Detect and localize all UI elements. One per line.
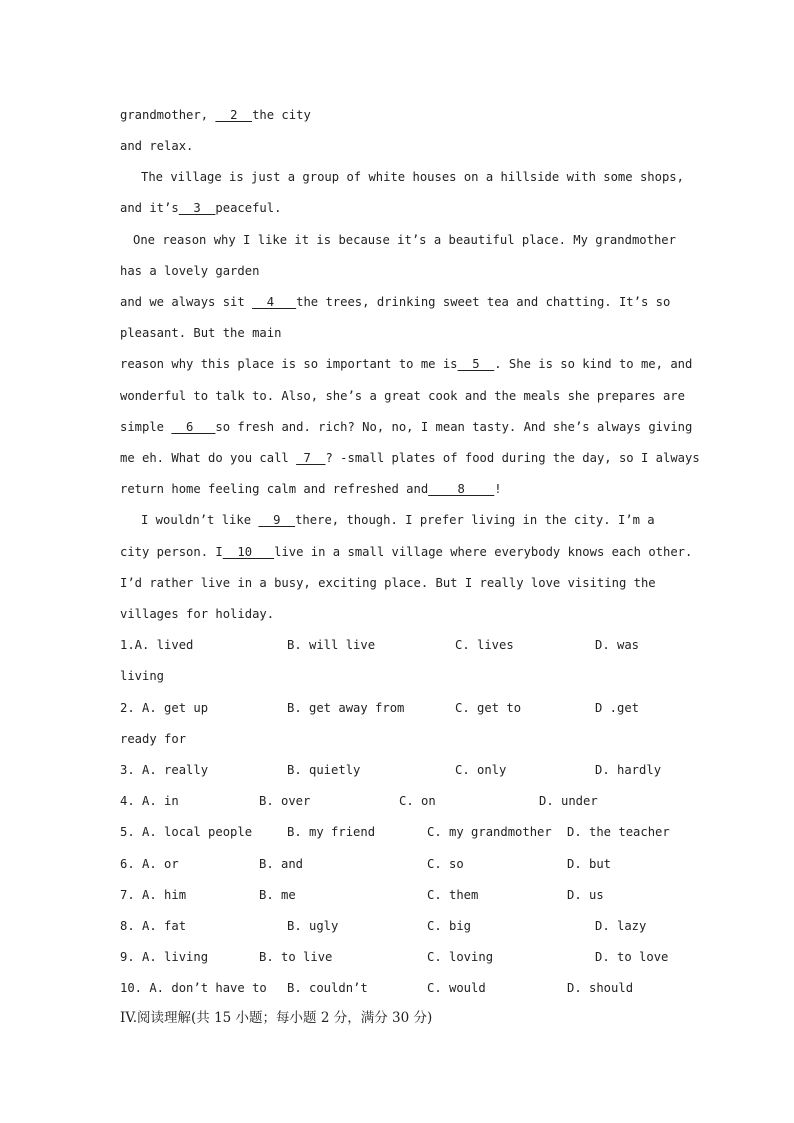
blank-6: 6 (171, 420, 216, 434)
passage-line-7: and we always sit 4 the trees, drinking sweet tea and chatting. It’s so (120, 295, 671, 309)
blank-4: 4 (252, 295, 297, 309)
passage-line-15: city person. I 10 live in a small village where everybody knows each other. (120, 545, 693, 559)
question-4-option-d: D. under (539, 794, 598, 808)
blank-8: 8 (428, 482, 495, 496)
passage-line-2: and relax. (120, 139, 194, 153)
blank-10: 10 (222, 545, 275, 559)
question-1-option-d-wrap: living (120, 669, 165, 683)
question-7-option-a: 7. A. him (120, 888, 187, 902)
passage-line-11: simple 6 so fresh and. rich? No, no, I mean tasty. And she’s always giving (120, 420, 693, 434)
passage-line-8: pleasant. But the main (120, 326, 282, 340)
passage-line-17: villages for holiday. (120, 607, 275, 621)
question-4-option-b: B. over (259, 794, 311, 808)
question-2-option-d: D .get (595, 701, 640, 715)
section-heading: IV.阅读理解(共 15 小题；每小题 2 分，满分 30 分) (120, 1010, 433, 1026)
passage-line-4: and it’s 3 peaceful. (120, 201, 282, 215)
question-2-option-d-wrap: ready for (120, 732, 187, 746)
question-10-option-b: B. couldn’t (287, 981, 368, 995)
passage-line-14: I wouldn’t like 9 there, though. I prefer living in the city. I’m a (141, 513, 655, 527)
blank-5: 5 (457, 357, 495, 371)
blank-2: 2 (215, 108, 253, 122)
question-3-option-a: 3. A. really (120, 763, 209, 777)
passage-line-16: I’d rather live in a busy, exciting place. But I really love visiting the (120, 576, 656, 590)
question-6-option-a: 6. A. or (120, 857, 179, 871)
question-1-option-b: B. will live (287, 638, 376, 652)
question-1-option-a: 1.A. lived (120, 638, 194, 652)
question-9-option-b: B. to live (259, 950, 333, 964)
question-6-option-d: D. but (567, 857, 612, 871)
blank-7: 7 (296, 451, 326, 465)
question-10-option-d: D. should (567, 981, 634, 995)
question-8-option-b: B. ugly (287, 919, 339, 933)
question-5-option-d: D. the teacher (567, 825, 670, 839)
passage-line-5: One reason why I like it is because it’s a beautiful place. My grandmother (133, 233, 676, 247)
question-3-option-d: D. hardly (595, 763, 662, 777)
question-5-option-a: 5. A. local people (120, 825, 253, 839)
question-8-option-a: 8. A. fat (120, 919, 187, 933)
passage-line-12: me eh. What do you call 7 ? -small plates of food during the day, so I always (120, 451, 700, 465)
question-3-option-b: B. quietly (287, 763, 361, 777)
question-10-option-a: 10. A. don’t have to (120, 981, 267, 995)
question-7-option-b: B. me (259, 888, 296, 902)
question-10-option-c: C. would (427, 981, 486, 995)
question-8-option-c: C. big (427, 919, 472, 933)
passage-line-3: The village is just a group of white houses on a hillside with some shops, (141, 170, 684, 184)
question-3-option-c: C. only (455, 763, 507, 777)
question-2-option-b: B. get away from (287, 701, 405, 715)
question-6-option-c: C. so (427, 857, 464, 871)
question-9-option-d: D. to love (595, 950, 669, 964)
blank-3: 3 (178, 201, 216, 215)
passage-line-13: return home feeling calm and refreshed and 8 ! (120, 482, 502, 496)
question-9-option-a: 9. A. living (120, 950, 209, 964)
blank-9: 9 (258, 513, 296, 527)
question-6-option-b: B. and (259, 857, 304, 871)
question-7-option-c: C. them (427, 888, 479, 902)
question-1-option-c: C. lives (455, 638, 514, 652)
passage-line-6: has a lovely garden (120, 264, 260, 278)
question-2-option-c: C. get to (455, 701, 522, 715)
question-4-option-c: C. on (399, 794, 436, 808)
passage-line-1: grandmother, 2 the city (120, 108, 311, 122)
question-9-option-c: C. loving (427, 950, 494, 964)
question-4-option-a: 4. A. in (120, 794, 179, 808)
question-2-option-a: 2. A. get up (120, 701, 209, 715)
question-7-option-d: D. us (567, 888, 604, 902)
question-5-option-b: B. my friend (287, 825, 376, 839)
question-5-option-c: C. my grandmother (427, 825, 552, 839)
passage-line-10: wonderful to talk to. Also, she’s a great cook and the meals she prepares are (120, 389, 685, 403)
question-1-option-d: D. was (595, 638, 640, 652)
passage-line-9: reason why this place is so important to me is 5 . She is so kind to me, and (120, 357, 693, 371)
question-8-option-d: D. lazy (595, 919, 647, 933)
